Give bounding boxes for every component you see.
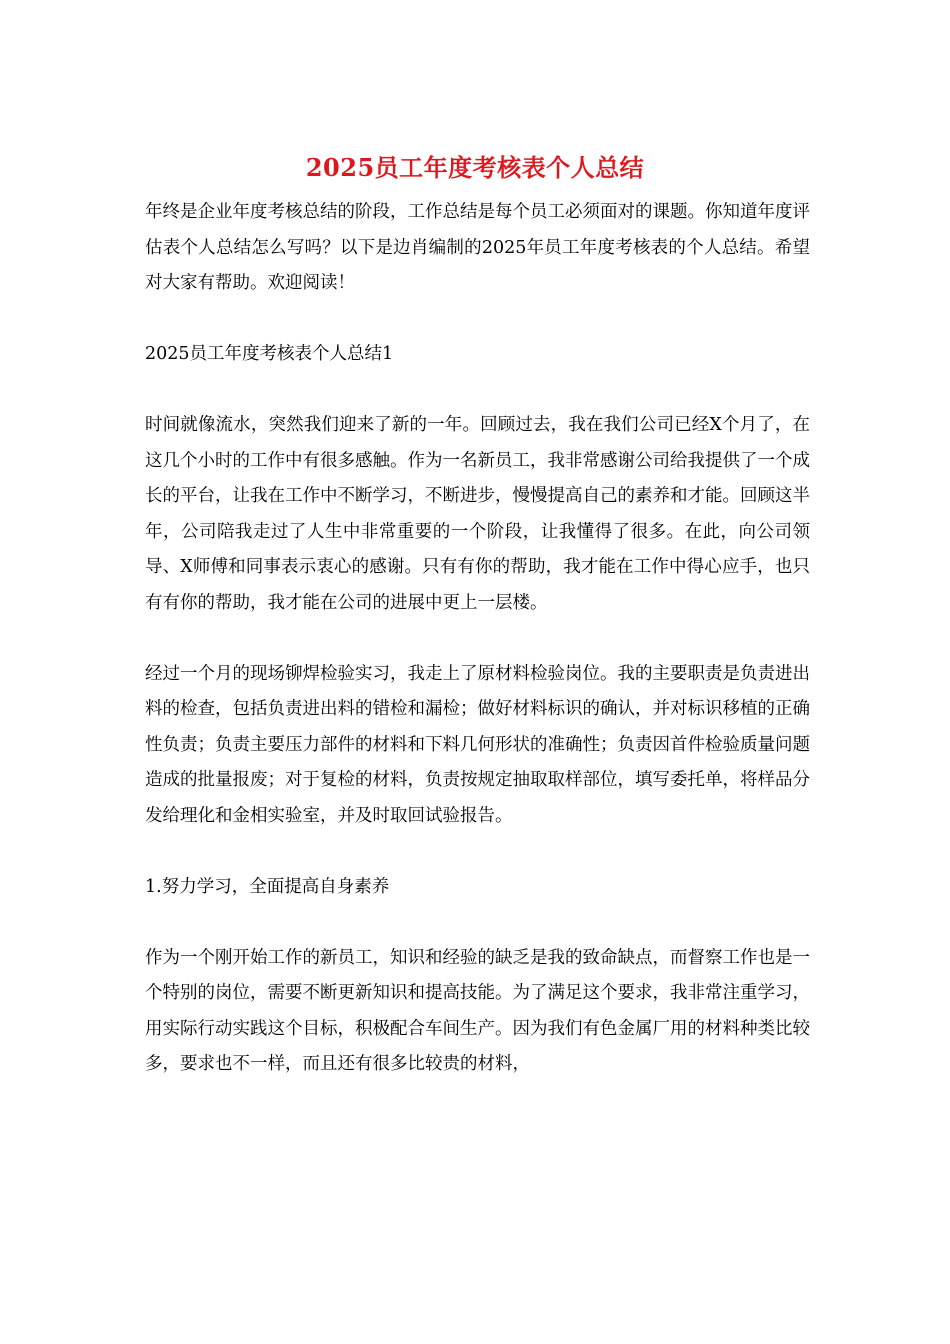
paragraph-spacer bbox=[145, 621, 810, 657]
section-heading: 2025员工年度考核表个人总结1 bbox=[145, 344, 394, 364]
intro-paragraph: 年终是企业年度考核总结的阶段，工作总结是每个员工必须面对的课题。你知道年度评估表个人总结怎么写吗？以下是边肖编制的2025年员工年度考核表的个人总结。希望对大家有帮助。欢迎阅读！ bbox=[145, 202, 810, 293]
body-paragraph-2: 经过一个月的现场铆焊检验实习，我走上了原材料检验岗位。我的主要职责是负责进出料的检查，包括负责进出料的错检和漏检；做好材料标识的确认，并对标识移植的正确性负责；负责主要压力部件的材料和下料几何形状的准确性；负责因首件检验质量问题造成的批量报废；对于复检的材料，负责按规定抽取取样部位，填写委托单，将样品分发给理化和金相实验室，并及时取回试验报告。 bbox=[145, 663, 810, 826]
body-paragraph-1: 时间就像流水，突然我们迎来了新的一年。回顾过去，我在我们公司已经X个月了，在这几个小时的工作中有很多感触。作为一名新员工，我非常感谢公司给我提供了一个成长的平台，让我在工作中不断学习，不断进步，慢慢提高自己的素养和才能。回顾这半年，公司陪我走过了人生中非常重要的一个阶段，让我懂得了很多。在此，向公司领导、X师傅和同事表示衷心的感谢。只有有你的帮助，我才能在工作中得心应手，也只有有你的帮助，我才能在公司的进展中更上一层楼。 bbox=[145, 415, 810, 613]
document-title: 2025员工年度考核表个人总结 bbox=[305, 153, 645, 182]
document-body bbox=[145, 195, 810, 1083]
body-paragraph-3: 作为一个刚开始工作的新员工，知识和经验的缺乏是我的致命缺点，而督察工作也是一个特别的岗位，需要不断更新知识和提高技能。为了满足这个要求，我非常注重学习，用实际行动实践这个目标，积极配合车间生产。因为我们有色金属厂用的材料种类比较多，要求也不一样，而且还有很多比较贵的材料， bbox=[145, 947, 810, 1074]
subheading-1: 1.努力学习，全面提高自身素养 bbox=[145, 876, 390, 897]
paragraph-spacer bbox=[145, 834, 810, 870]
paragraph-spacer bbox=[145, 302, 810, 338]
paragraph-spacer bbox=[145, 373, 810, 409]
paragraph-spacer bbox=[145, 905, 810, 941]
